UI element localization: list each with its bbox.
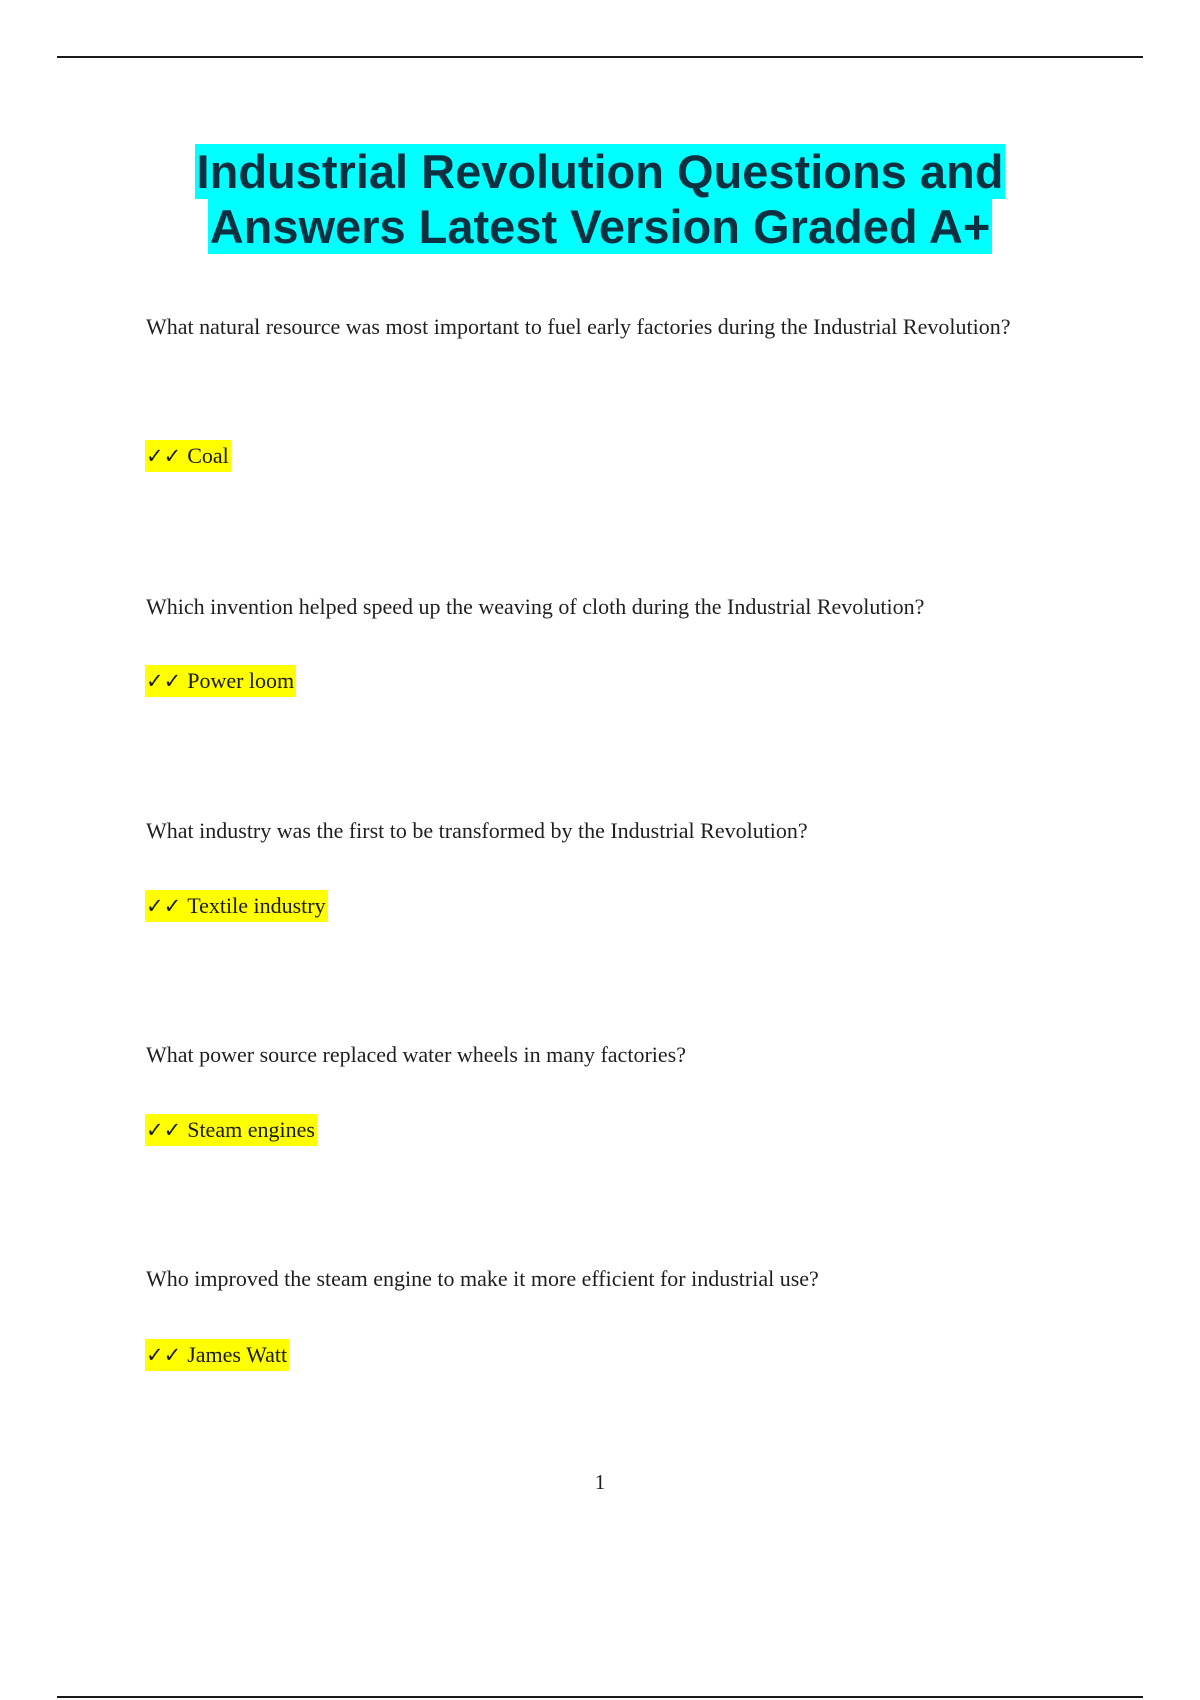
top-rule	[57, 56, 1143, 58]
answer-1	[145, 440, 231, 472]
question-5: Who improved the steam engine to make it more efficient for industrial use?	[146, 1266, 819, 1291]
title-line-1: Industrial Revolution Questions and	[196, 145, 1004, 198]
answer-2	[145, 665, 296, 697]
check-icon: ✓✓	[146, 669, 182, 693]
answer-text: Coal	[187, 443, 229, 468]
question-1: What natural resource was most important to fuel early factories during the Industrial Revolution?	[146, 314, 1011, 339]
answer-text: Textile industry	[187, 893, 326, 918]
answer-4	[145, 1114, 317, 1146]
document-title	[0, 144, 1200, 254]
check-icon: ✓✓	[146, 1118, 182, 1142]
question-2: Which invention helped speed up the weaving of cloth during the Industrial Revolution?	[146, 594, 925, 619]
check-icon: ✓✓	[146, 444, 182, 468]
bottom-rule	[57, 1696, 1143, 1698]
question-3: What industry was the first to be transformed by the Industrial Revolution?	[146, 818, 808, 843]
check-icon: ✓✓	[146, 894, 182, 918]
answer-3	[145, 890, 328, 922]
answer-5	[145, 1339, 289, 1371]
check-icon: ✓✓	[146, 1343, 182, 1367]
question-4: What power source replaced water wheels in many factories?	[146, 1042, 686, 1067]
title-line-2: Answers Latest Version Graded A+	[209, 200, 991, 253]
answer-text: Steam engines	[187, 1117, 315, 1142]
answer-text: James Watt	[187, 1342, 288, 1367]
answer-text: Power loom	[187, 668, 295, 693]
page-number: 1	[594, 1470, 606, 1494]
